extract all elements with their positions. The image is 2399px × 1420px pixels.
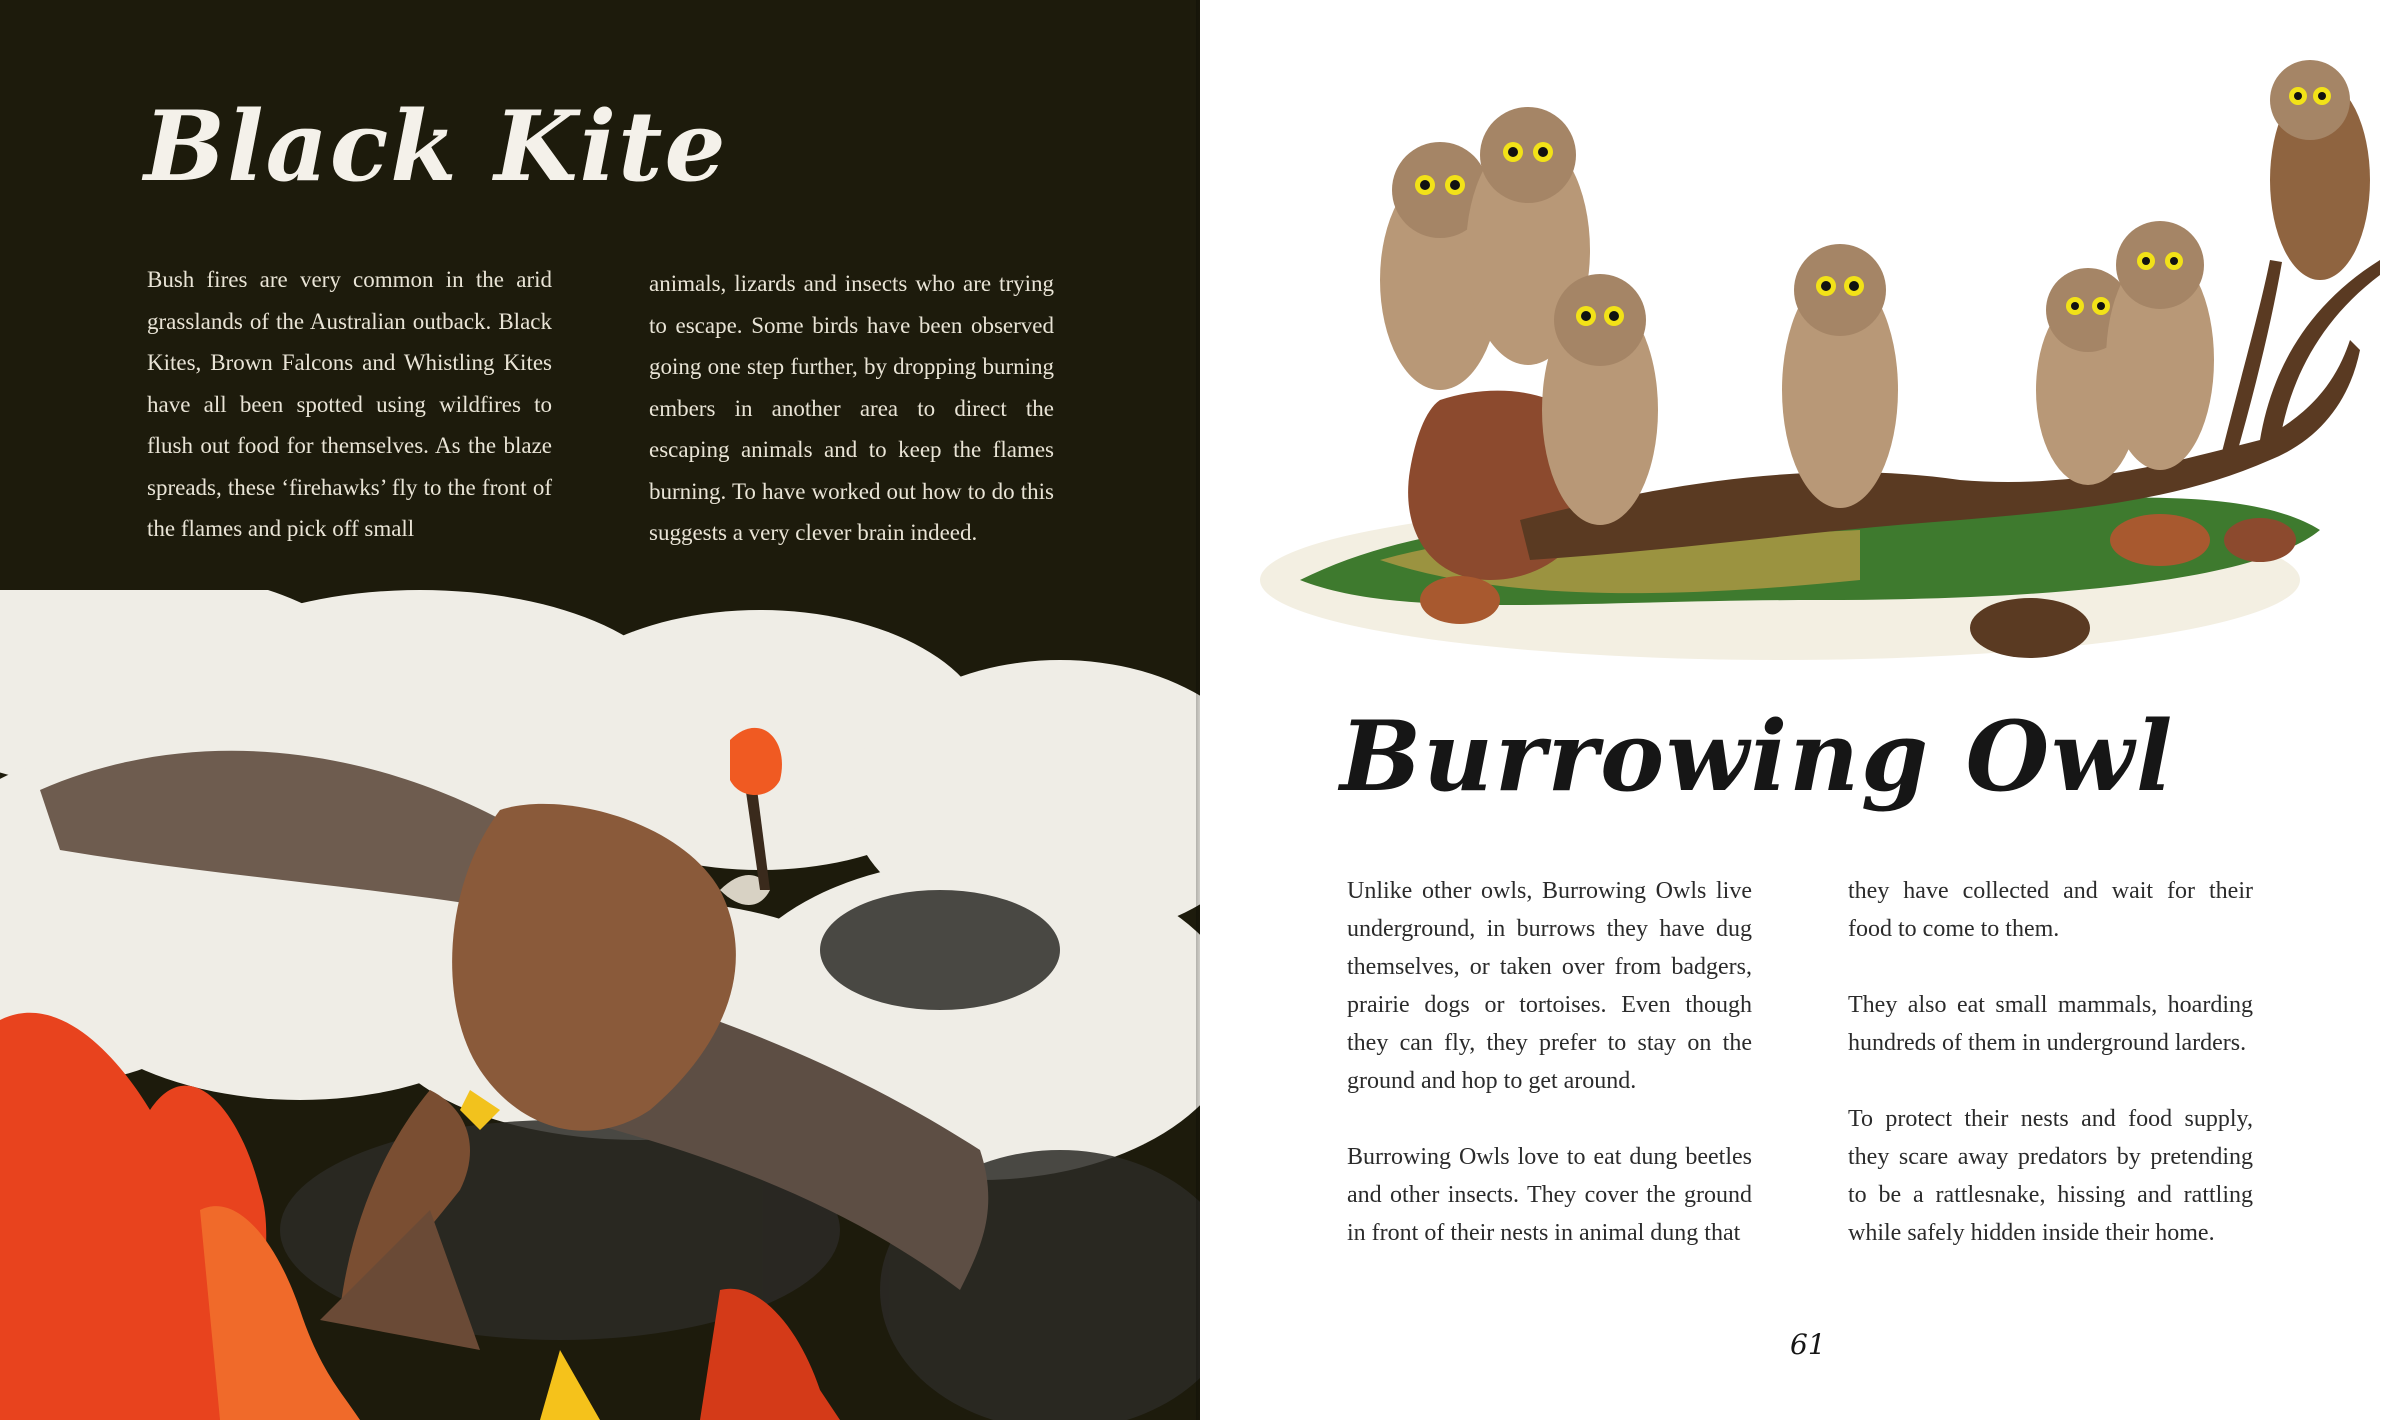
page-number: 61: [1790, 1328, 1826, 1361]
burrowing-owl-illustration: [1260, 60, 2380, 680]
burrowing-owl-text-column-1: [1347, 872, 1752, 1252]
owl-7: [2270, 60, 2370, 280]
burrowing-owl-paragraph-4: They also eat small mammals, hoarding hundreds of them in underground larders.: [1848, 992, 2253, 1056]
owl-6: [2106, 221, 2214, 470]
burrowing-owl-paragraph-3: they have collected and wait for their food to come to them.: [1848, 878, 2253, 942]
right-page: [1200, 0, 2399, 1420]
owl-4: [1782, 244, 1898, 508]
black-kite-illustration: [0, 590, 1200, 1420]
black-kite-title: Black Kite: [144, 90, 728, 203]
black-kite-text-column-1: [147, 259, 552, 550]
owl-3: [1542, 274, 1658, 525]
burrowing-owl-paragraph-5: To protect their nests and food supply, they scare away predators by pretending to be a rattlesnake, hissing and rattling while safely hidden inside their home.: [1848, 1106, 2253, 1246]
burrowing-owl-text-column-2: [1848, 872, 2253, 1252]
black-kite-paragraph-1: Bush fires are very common in the arid grasslands of the Australian outback. Black Kites, Brown Falcons and Whistling Kites have all been spotted using wildfires to flush out food for themselves. As the blaze spreads, these ‘firehawks’ fly to the front of the flames and pick off small: [147, 267, 552, 541]
black-kite-paragraph-2: animals, lizards and insects who are trying to escape. Some birds have been observed going one step further, by dropping burning embers in another area to direct the escaping animals and to keep the flames burning. To have worked out how to do this suggests a very clever brain indeed.: [649, 271, 1054, 545]
burrowing-owl-paragraph-1: Unlike other owls, Burrowing Owls live underground, in burrows they have dug themselves, or taken over from badgers, prairie dogs or tortoises. Even though they can fly, they prefer to stay on the ground and hop to get around.: [1347, 878, 1752, 1094]
burrowing-owl-paragraph-2: Burrowing Owls love to eat dung beetles and other insects. They cover the ground in front of their nests in animal dung that: [1347, 1144, 1752, 1246]
black-kite-text-column-2: [649, 263, 1054, 554]
burrowing-owl-title: Burrowing Owl: [1340, 700, 2175, 813]
